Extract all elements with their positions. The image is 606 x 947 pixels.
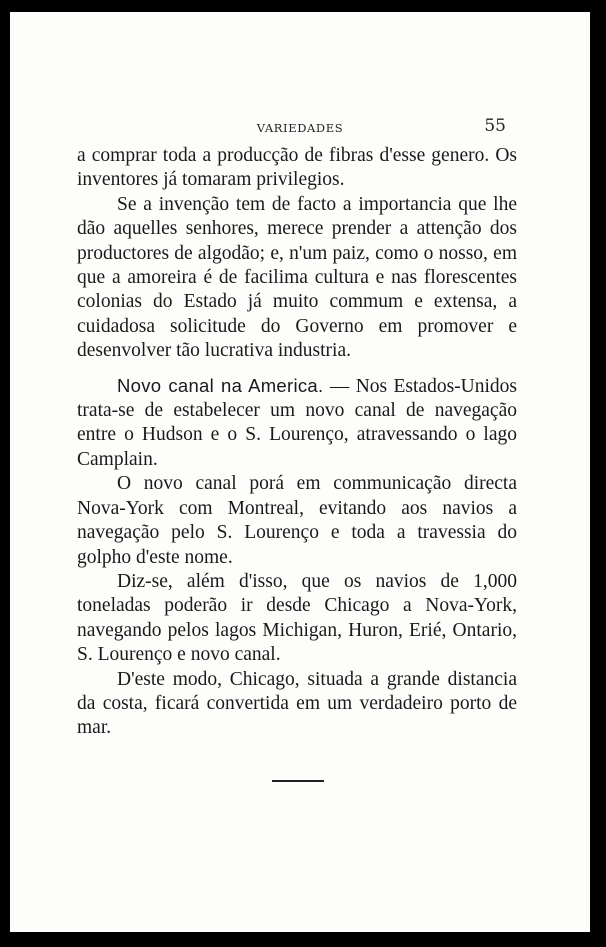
running-header bbox=[10, 116, 590, 140]
paragraph: D'este modo, Chicago, situada a grande distancia da costa, ficará convertida em um verdadeiro porto de mar. bbox=[77, 668, 517, 739]
running-title: VARIEDADES bbox=[256, 121, 344, 135]
paragraph: O novo canal porá em communicação directa Nova-York com Montreal, evitando aos navios a navegação pelo S. Lourenço e toda a travessia do golpho d'este nome. bbox=[77, 473, 517, 568]
section-paragraph-text: — Nos Estados-Unidos trata-se de estabelecer um novo canal de navegação entre o Hudson e o S. Lourenço, atravessando o lago Camplain. bbox=[77, 375, 517, 470]
section-paragraph bbox=[77, 374, 517, 473]
paragraph: Diz-se, além d'isso, que os navios de 1,000 toneladas poderão ir desde Chicago a Nova-York, navegando pelos lagos Michigan, Huron, Erié, Ontario, S. Lourenço e novo canal. bbox=[77, 570, 517, 666]
book-page bbox=[10, 12, 590, 932]
section-heading: Novo canal na America. bbox=[117, 374, 324, 396]
paragraph: Se a invenção tem de facto a importancia que lhe dão aquelles senhores, merece prender a attenção dos productores de algodão; e, n'um paiz, como o nosso, em que a amoreira é de facilima cultura e nas florescentes colonias do Estado já muito commum e extensa, a cuidadosa solicitude do Governo em promover e desenvolver tão lucrativa industria. bbox=[77, 193, 517, 362]
page-number: 55 bbox=[484, 116, 506, 136]
section-end-rule bbox=[272, 780, 324, 782]
body-text bbox=[77, 144, 517, 741]
paragraph-continuation: a comprar toda a producção de fibras d'esse genero. Os inventores já tomaram privilegios. bbox=[77, 145, 517, 191]
